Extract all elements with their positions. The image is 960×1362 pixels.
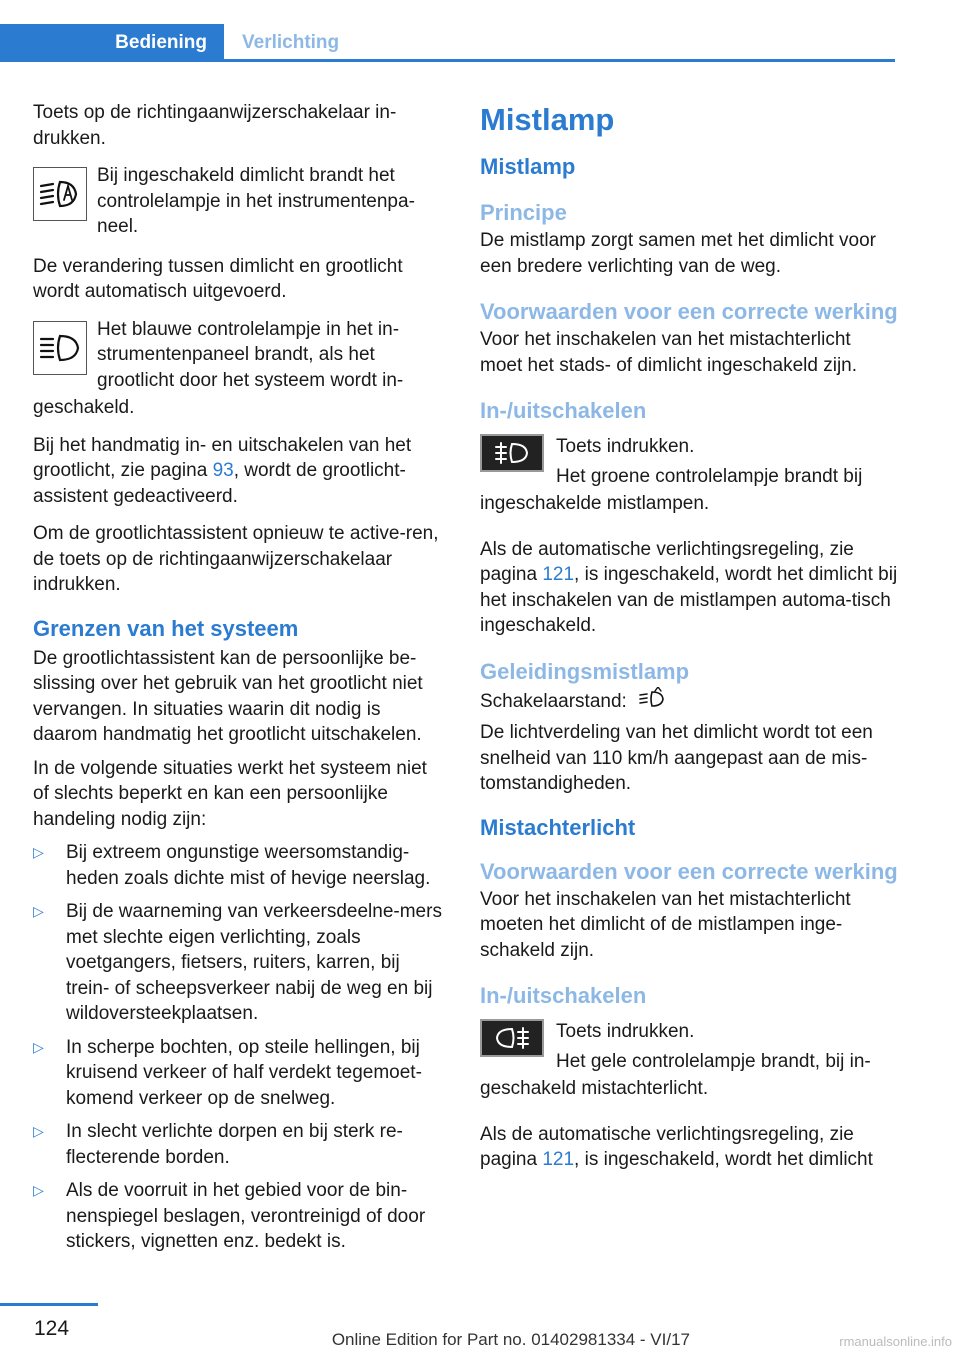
bullet-triangle-icon: ▷ — [33, 1038, 44, 1055]
list-item: ▷ Bij de waarneming van verkeersdeelne-mers met slechte eigen verlichting, zoals voetgangers, fietsers, ruiters, karren, bij trein- of scheepsverkeer nabij de weg en bij wildoversteekplaatsen. — [33, 899, 448, 1027]
paragraph: Als de automatische verlichtingsregeling, zie pagina 121, is ingeschakeld, wordt het dimlicht — [480, 1123, 873, 1170]
front-fog-light-button-icon — [480, 434, 544, 472]
subsection-heading: Geleidingsmistlamp — [480, 658, 690, 684]
paragraph: ingeschakelde mistlampen. — [480, 493, 710, 514]
bullet-triangle-icon: ▷ — [33, 1123, 44, 1139]
paragraph: Voor het inschakelen van het mistachterlicht moeten het dimlicht of de mistlampen inge-schakeld zijn. — [480, 888, 851, 961]
paragraph: De mistlamp zorgt samen met het dimlicht voor een bredere verlichting van de weg. — [480, 230, 876, 277]
section-tab-verlichting[interactable]: Verlichting — [242, 32, 340, 53]
figure-rear-fog-button — [480, 1019, 898, 1074]
paragraph: Het gele controlelampje brandt, bij in- — [556, 1050, 871, 1072]
paragraph: In de volgende situaties werkt het systeem niet of slechts beperkt en kan een persoonlijke handeling nodig zijn: — [33, 757, 427, 830]
right-column — [480, 100, 898, 1185]
paragraph: Toets indrukken. — [556, 1021, 695, 1042]
low-beam-auto-icon — [33, 167, 87, 221]
list-item: ▷ Bij extreem ongunstige weersomstandig-heden zoals dichte mist of hevige neerslag. — [33, 840, 448, 891]
list-item: ▷ In scherpe bochten, op steile hellingen, bij kruisend verkeer of half verdekt tegemoet-komend verkeer op de snelweg. — [33, 1035, 448, 1112]
subsection-heading: In-/uitschakelen — [480, 983, 647, 1008]
paragraph: Toets op de richtingaanwijzerschakelaar in-drukken. — [33, 102, 397, 149]
paragraph: Schakelaarstand: — [480, 687, 898, 717]
section-heading: Mistachterlicht — [480, 814, 636, 840]
watermark: rmanualsonline.info — [839, 1334, 952, 1349]
header-rule — [224, 59, 895, 62]
bullet-list — [33, 840, 448, 1255]
subsection-heading: Voorwaarden voor een correcte werking — [480, 858, 898, 884]
footer-rule — [0, 1303, 98, 1306]
page-link[interactable]: 121 — [542, 1149, 575, 1170]
left-column — [33, 100, 448, 1263]
paragraph: Om de grootlichtassistent opnieuw te active-ren, de toets op de richtingaanwijzerschakelaar indrukken. — [33, 523, 439, 595]
high-beam-icon — [33, 321, 87, 375]
bullet-triangle-icon: ▷ — [33, 903, 44, 919]
paragraph: Als de automatische verlichtingsregeling, zie pagina 121, is ingeschakeld, wordt het dimlicht bij het inschakelen van de mistlampen automa-tisch ingeschakeld. — [480, 538, 898, 636]
switch-position-icon — [638, 687, 668, 717]
paragraph: Bij het handmatig in- en uitschakelen van het grootlicht, zie pagina 93, wordt de grootlicht-assistent gedeactiveerd. — [33, 434, 412, 507]
paragraph: De grootlichtassistent kan de persoonlijke be-slissing over het gebruik van het grootlicht niet vervangen. In situaties waarin dit nodig is daarom handmatig het grootlicht uitschakelen. — [33, 647, 423, 745]
section-heading: Grenzen van het systeem — [33, 615, 299, 641]
page-number: 124 — [34, 1317, 70, 1340]
paragraph: Bij ingeschakeld dimlicht brandt het controlelampje in het instrumentenpa-neel. — [97, 165, 415, 237]
paragraph: Het groene controlelampje brandt bij — [556, 465, 863, 487]
page-header — [0, 24, 895, 62]
section-heading: Mistlamp — [480, 154, 576, 179]
edition-note: Online Edition for Part no. 01402981334 - VI/17 — [331, 1330, 690, 1349]
figure-highbeam-indicator — [33, 317, 448, 394]
paragraph: Voor het inschakelen van het mistachterlicht moet het stads- of dimlicht ingeschakeld zijn. — [480, 329, 858, 376]
bullet-triangle-icon: ▷ — [33, 844, 44, 860]
paragraph: De verandering tussen dimlicht en grootlicht wordt automatisch uitgevoerd. — [33, 255, 403, 302]
figure-fog-button — [480, 434, 898, 489]
figure-lowbeam-indicator — [33, 163, 448, 244]
page-link[interactable]: 121 — [542, 564, 575, 585]
chapter-title: Mistlamp — [480, 102, 615, 137]
subsection-heading: Voorwaarden voor een correcte werking — [480, 299, 898, 324]
paragraph: Het blauwe controlelampje in het in-strumentenpaneel brandt, als het grootlicht door het systeem wordt in- — [97, 318, 404, 391]
list-item: ▷ In slecht verlichte dorpen en bij sterk re-flecterende borden. — [33, 1119, 448, 1170]
page-link[interactable]: 93 — [212, 460, 234, 481]
bullet-triangle-icon: ▷ — [33, 1182, 44, 1198]
subsection-heading: Principe — [480, 200, 567, 225]
paragraph: De lichtverdeling van het dimlicht wordt tot een snelheid van 110 km/h aangepast aan de mis-tomstandigheden. — [480, 722, 873, 794]
paragraph: Toets indrukken. — [556, 436, 695, 457]
rear-fog-light-button-icon — [480, 1019, 544, 1057]
list-item: ▷ Als de voorruit in het gebied voor de bin-nenspiegel beslagen, verontreinigd of door stickers, vignetten enz. bedekt is. — [33, 1178, 448, 1255]
paragraph: geschakeld. — [33, 397, 135, 418]
section-tab-bediening[interactable]: Bediening — [0, 24, 224, 62]
paragraph: geschakeld mistachterlicht. — [480, 1078, 709, 1099]
subsection-heading: In-/uitschakelen — [480, 398, 647, 423]
